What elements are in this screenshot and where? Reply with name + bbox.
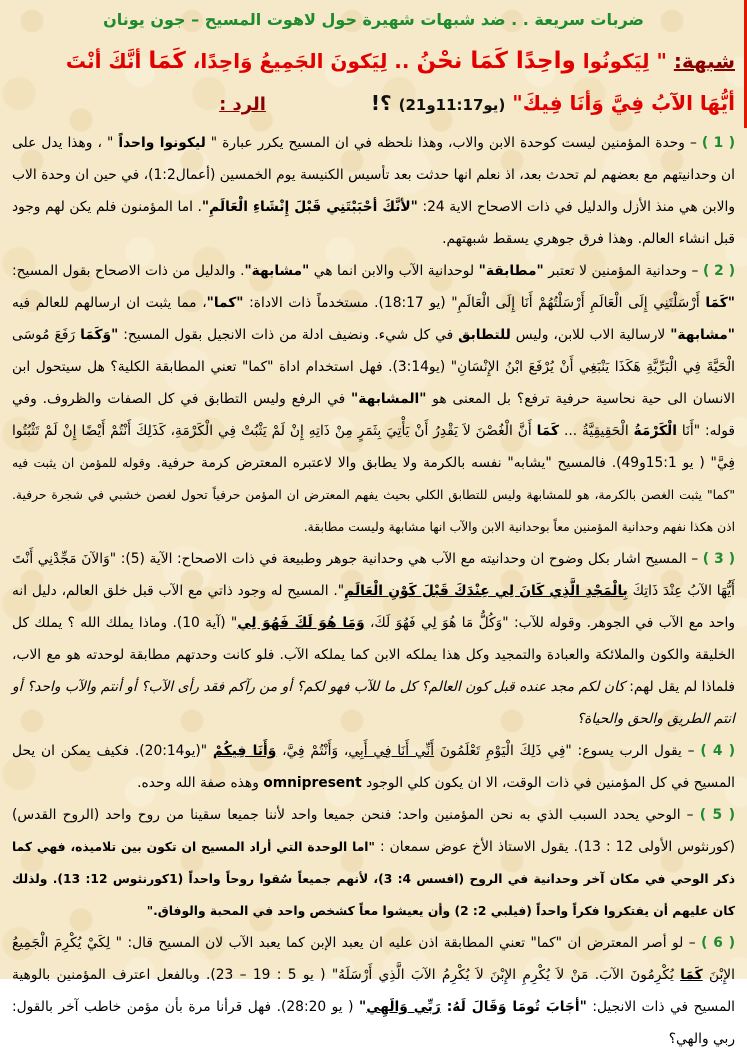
text-segment: للتطابق <box>458 326 511 343</box>
text-segment: لوحدانية الآب والابن انما هي <box>309 262 479 279</box>
text-segment: وَمَا هُوَ لَكَ فَهُوَ لِي <box>237 614 365 631</box>
text-segment: "اما الوحدة التي أراد المسيح ان تكون بين تلاميذه، فهي كما ذكر الوحي في مكان آخر وحدانية في الروح (افسس 4: 3)، لأنهم جميعاً سُقوا روحاً واحداً (1كورنثوس 12: 13). ولذلك كان عليهم أن يفتكروا فكراً واحداً (فيلبي 2: 2) وأن يعيشوا معاً كشخص واحد في المحبة والوفاق." <box>12 839 736 918</box>
text-segment: كَمَا <box>536 422 560 439</box>
text-segment: كَمَا <box>680 966 703 983</box>
text-segment: ( 5 ) <box>699 806 736 823</box>
text-segment: أنَّكَ أنْتَ أيُّهَا الآبُ فِيَّ وَأنَا فِيكَ" <box>65 49 735 115</box>
text-segment: "مشابهة" <box>244 262 310 279</box>
text-segment: ، مما يثبت ان ارسالهم للعالم فيه <box>12 294 207 311</box>
text-segment: – لو أصر المعترض ان "كما" تعني المطابقة اذن عليه ان يعبد الإبن كما يعبد الآب لان المسيح قال: " لِكَيْ يُكْرِمَ الْجَمِيعُ الإِبْنَ <box>12 934 736 983</box>
text-segment: ( 2 ) <box>702 262 736 279</box>
text-segment: "مشابهة" <box>670 326 735 343</box>
text-segment: – وحدة المؤمنين ليست كوحدة الابن والاب، وهذا نلحظه في ان المسيح يكرر عبارة " <box>205 134 702 151</box>
text-segment: الْحَقِيقِيَّةُ ... <box>559 422 634 439</box>
text-segment: (يو11:17و21) <box>398 95 506 114</box>
text-segment: ( 4 ) <box>700 742 736 759</box>
text-segment: في الرفع وليس التطابق في كل الصفات والظروف. وفي قوله: "أَنَا <box>12 390 735 439</box>
text-segment: "المشابهة" <box>351 390 427 407</box>
text-segment: كَمَا <box>148 48 186 74</box>
text-segment: ، وَأَنْتُمْ فِيَّ، <box>276 742 349 759</box>
paragraph-5 <box>12 799 735 927</box>
text-segment: "لأنَّكَ أحْبَبْتَنِي قَبْلَ إِنْشَاءِ الْعَالَمِ" <box>201 198 418 215</box>
paragraph-3 <box>12 543 735 735</box>
text-segment: ". المسيح له وجود ذاتي مع الآب قبل خلق العالم، دليل انه واحد مع الآب في الجوهر. وقوله للآب: "وَكُلُّ مَا هُوَ لِي فَهُوَ لَكَ، <box>12 582 736 631</box>
paragraph-2 <box>12 255 735 543</box>
text-segment: أَنَّ الْغُصْنَ لاَ يَقْدِرُ أَنْ يَأْتِيَ بِثَمَرٍ مِنْ ذَاتِهِ إِنْ لَمْ يَثْبُتْ فِي الْكَرْمَةِ، كَذَلِكَ أَنْتُمْ أَيْضًا إِنْ لَمْ تَثْبُتُوا فِيَّ" ( يو 15:1و49). فالمسيح "يشابه" نفسه بالكرمة ولا يطابق والا لاعتبره المعترض كرمة حرفية. <box>12 422 735 471</box>
text-segment: "أجَابَ تُومَا وَقَالَ لَهُ: <box>440 998 587 1015</box>
text-segment: ؟! <box>370 90 399 115</box>
text-segment: . والدليل من ذات الاصحاح بقول المسيح: <box>12 262 245 279</box>
text-segment: – الوحي يحدد السبب الذي به نحن المؤمنين واحد: فنحن جميعا واحد لأننا جميعا سقينا من روح واحد (الروح القدس) (كورنثوس الأولى 12 : 13). يقول الاستاذ الأخ عوض سمعان : <box>12 806 735 855</box>
text-segment: وهذه صفة الله وحده. <box>137 774 264 791</box>
text-segment: وَأَنَا فِيكُمْ <box>212 742 277 759</box>
text-segment: الرد : <box>219 93 266 115</box>
text-segment: الْكَرْمَةُ <box>633 422 677 439</box>
text-segment: أَنِّي أَنَا فِي أَبِي <box>348 742 435 759</box>
text-segment: كان لكم مجد عنده قبل كون العالم؟ كل ما للآب فهو لكم؟ أو من رآكم فقد رأى الآب؟ أو أنتم والآب واحد؟ أو انتم الطريق والحق والحياة؟ <box>12 678 735 727</box>
text-segment: – المسيح اشار بكل وضوح ان وحدانيته مع الآب هي وحدانية جوهر وطبيعة في ذات الاصحاح: الآية (5): "وَالآنَ مَجِّدْنِي أَنْتَ أَيُّهَا الآبُ عِنْدَ ذَاتِكَ <box>12 550 735 599</box>
text-segment: " <box>359 998 367 1015</box>
text-segment: "كما" <box>206 294 244 311</box>
page-title: ضربات سريعة . . ضد شبهات شهيرة حول لاهوت المسيح – جون يونان <box>103 10 644 29</box>
text-segment: " ، وهذا يدل على ان وحدانيتهم مع بعضهم لم تحدث بعد، اذ نعلم انها حدثت بعد تأسيس الكنيسة يوم الخمسين (أعمال1:2)، في حين ان وحدة الاب والابن هي منذ الأزل والدليل في ذات الاصحاح الاية 24: <box>12 134 736 215</box>
text-segment: " لِيَكونُوا <box>575 49 674 73</box>
text-segment: واحِدًا كَمَا نحْنُ <box>416 48 576 74</box>
text-segment: شبهة: <box>673 49 735 73</box>
text-segment: بِالْمَجْدِ الَّذِي كَانَ لِي عِنْدَكَ قَبْلَ كَوْنِ الْعَالَمِ <box>344 582 628 599</box>
text-segment: – يقول الرب يسوع: "فِي ذَلِكَ الْيَوْمِ تَعْلَمُونَ <box>434 742 701 759</box>
text-segment: omnipresent <box>263 774 362 791</box>
objection-heading <box>24 39 735 123</box>
text-segment: وقوله للمؤمن ان يثبت فيه "كما" يثبت الغصن بالكرمة، هو للمشابهة وليس للتطابق الكلي بحيث يفهم المعترض ان المؤمن حرفياً تحول لغصن خشبي في شجرة حرفية. اذن هكذا نفهم وحدانية المؤمنين معاً بوحدانية الابن والآب انها مشابهة وليست مطابقة. <box>12 455 735 534</box>
text-segment: أَرْسَلْتَنِي إِلَى الْعَالَمِ أَرْسَلْتُهُمْ أَنَا إِلَى الْعَالَمِ" (يو 18:17). مستخدماً ذات الاداة: <box>243 294 706 311</box>
text-segment: "مطابقة" <box>478 262 544 279</box>
text-segment: رَبِّي وَالَهِي <box>366 998 441 1015</box>
text-segment: "كَمَا <box>705 294 735 311</box>
text-segment: ( 6 ) <box>701 934 735 951</box>
text-segment: "(يو20:14). فكيف يمكن ان يحل المسيح في كل المؤمنين في ذات الوقت، الا ان يكون كلي الوجود <box>12 742 735 791</box>
text-segment: – وحدانية المؤمنين لا تعتبر <box>543 262 703 279</box>
article-body <box>12 127 735 1055</box>
text-segment: . اما المؤمنون فلم يكن لهم وجود قبل انشاء العالم. وهذا فرق جوهري يسقط شبهتهم. <box>12 198 735 247</box>
paragraph-4 <box>12 735 735 799</box>
text-segment: ( 1 ) <box>701 134 736 151</box>
text-segment: " (آية 10). وماذا يملك الله ؟ يملك كل الخليقة والكون والملائكة والعبادة والتمجيد وكل هذا يملكه الابن كما يملكه الآب. فلو كانت وحدتهم مطابقة لوحدته هو مع الاب، فلماذا لم يقل لهم: <box>12 614 735 695</box>
text-segment: رَفَعَ مُوسَى الْحَيَّةَ فِي الْبَرِّيَّةِ هَكَذَا يَنْبَغِي أَنْ يُرْفَعَ ابْنُ الإِنْسَانِ" (يو3:14). فهل استخدام اداة "كما" تعني المطابقة الكلية؟ هل سيتحول ابن الانسان الى حية نحاسية حرفية ترفع؟ بل المعنى هو <box>12 326 735 407</box>
text-segment: ( 3 ) <box>702 550 736 567</box>
paragraph-1 <box>12 127 735 255</box>
text-segment: في كل شيء. ونضيف ادلة من ذات الانجيل بقول المسيح: <box>118 326 459 343</box>
paragraph-6 <box>12 927 735 1055</box>
text-segment: ( يو 28:20). فهل قرأنا مرة بأن مؤمن خاطب آخر بالقول: ربي والهي؟ <box>12 998 735 1047</box>
text-segment: "وَكَمَا <box>80 326 119 343</box>
text-segment: يُكْرِمُونَ الآبَ. مَنْ لاَ يُكْرِمِ الإِبْنَ لاَ يُكْرِمُ الآبَ الَّذِي أَرْسَلَهُ" ( يو 5 : 19 – 23). وبالفعل اعترف المؤمنين بالوهية المسيح في ذات الانجيل: <box>12 966 736 1015</box>
text-segment: لارسالية الاب للابن، وليس <box>510 326 671 343</box>
text-segment: ليكونوا واحداً <box>118 134 206 151</box>
text-segment: .. لِيَكونَ الجَمِيعُ وَاحِدًا، <box>185 49 417 73</box>
